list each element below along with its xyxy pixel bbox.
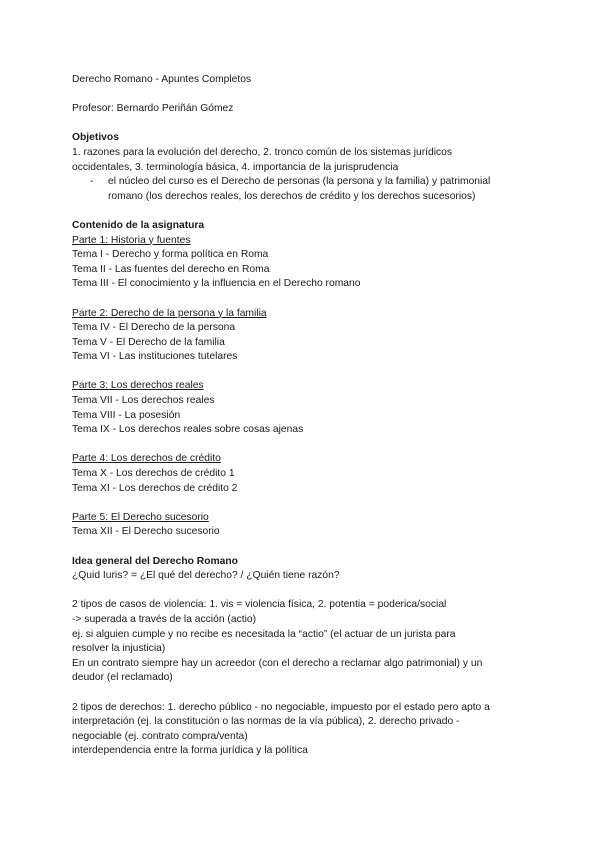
tema-12: Tema XII - El Derecho sucesorio <box>72 526 220 538</box>
tema-1: Tema I - Derecho y forma política en Roma <box>72 249 269 261</box>
violencia-line-2: -> superada a través de la acción (actio) <box>72 613 257 625</box>
part-5-title: Parte 5: El Derecho sucesorio <box>72 511 209 523</box>
tema-10: Tema X - Los derechos de crédito 1 <box>72 468 235 480</box>
part-4-title: Parte 4: Los derechos de crédito <box>72 453 221 465</box>
violencia-line-3: ej. si alguien cumple y no recibe es necesitada la “actio” (el actuar de un jurista para <box>72 628 456 640</box>
derechos-line-2: interpretación (ej. la constitución o las normas de la vía pública), 2. derecho privado - <box>72 716 460 728</box>
bullet-marker: - <box>90 176 94 188</box>
spacer <box>72 686 532 701</box>
derechos-line-4: interdependencia entre la forma jurídica y la política <box>72 745 308 757</box>
objetivos-line-2: occidentales, 3. terminología básica, 4. importancia de la jurisprudencia <box>72 161 399 173</box>
spacer <box>72 584 532 599</box>
derechos-line-1: 2 tipos de derechos: 1. derecho público - no negociable, impuesto por el estado pero apto a <box>72 701 490 713</box>
document-title: Derecho Romano - Apuntes Completos <box>72 74 252 85</box>
spacer <box>72 117 532 132</box>
violencia-line-1: 2 tipos de casos de violencia: 1. vis = violencia física, 2. potentia = poderica/social <box>72 599 447 611</box>
tema-2: Tema II - Las fuentes del derecho en Roma <box>72 263 270 275</box>
spacer <box>72 292 532 307</box>
objetivos-line-1: 1. razones para la evolución del derecho, 2. tronco común de los sistemas jurídicos <box>72 146 453 158</box>
idea-heading: Idea general del Derecho Romano <box>72 555 238 567</box>
objetivos-heading: Objetivos <box>72 132 119 144</box>
tema-9: Tema IX - Los derechos reales sobre cosas ajenas <box>72 424 304 436</box>
spacer <box>72 496 532 511</box>
tema-5: Tema V - El Derecho de la familia <box>72 336 225 348</box>
objetivos-bullet <box>72 175 532 204</box>
tema-4: Tema IV - El Derecho de la persona <box>72 322 236 334</box>
tema-7: Tema VII - Los derechos reales <box>72 395 215 407</box>
spacer <box>72 438 532 453</box>
spacer <box>72 540 532 555</box>
part-1-title: Parte 1: Historia y fuentes <box>72 234 191 246</box>
violencia-line-6: deudor (el reclamado) <box>72 672 173 684</box>
objetivos-bullet-line-2: romano (los derechos reales, los derechos de crédito y los derechos sucesorios) <box>108 190 476 202</box>
document-page <box>72 73 532 759</box>
spacer <box>72 365 532 380</box>
violencia-line-4: resolver la injusticia) <box>72 643 166 655</box>
part-2-title: Parte 2: Derecho de la persona y la familia <box>72 307 267 319</box>
idea-question: ¿Quid Iuris? = ¿El qué del derecho? / ¿Quién tiene razón? <box>72 570 340 582</box>
derechos-line-3: negociable (ej. contrato compra/venta) <box>72 730 248 742</box>
tema-6: Tema VI - Las instituciones tutelares <box>72 351 238 363</box>
part-3-title: Parte 3: Los derechos reales <box>72 380 204 392</box>
spacer <box>72 88 532 103</box>
tema-3: Tema III - El conocimiento y la influencia en el Derecho romano <box>72 278 361 290</box>
contenido-heading: Contenido de la asignatura <box>72 219 205 231</box>
tema-11: Tema XI - Los derechos de crédito 2 <box>72 482 238 494</box>
spacer <box>72 204 532 219</box>
objetivos-bullet-line-1: el núcleo del curso es el Derecho de personas (la persona y la familia) y patrimonial <box>108 176 491 188</box>
violencia-line-5: En un contrato siempre hay un acreedor (con el derecho a reclamar algo patrimonial) y un <box>72 657 483 669</box>
tema-8: Tema VIII - La posesión <box>72 409 181 421</box>
professor-line: Profesor: Bernardo Periñán Gómez <box>72 103 234 115</box>
